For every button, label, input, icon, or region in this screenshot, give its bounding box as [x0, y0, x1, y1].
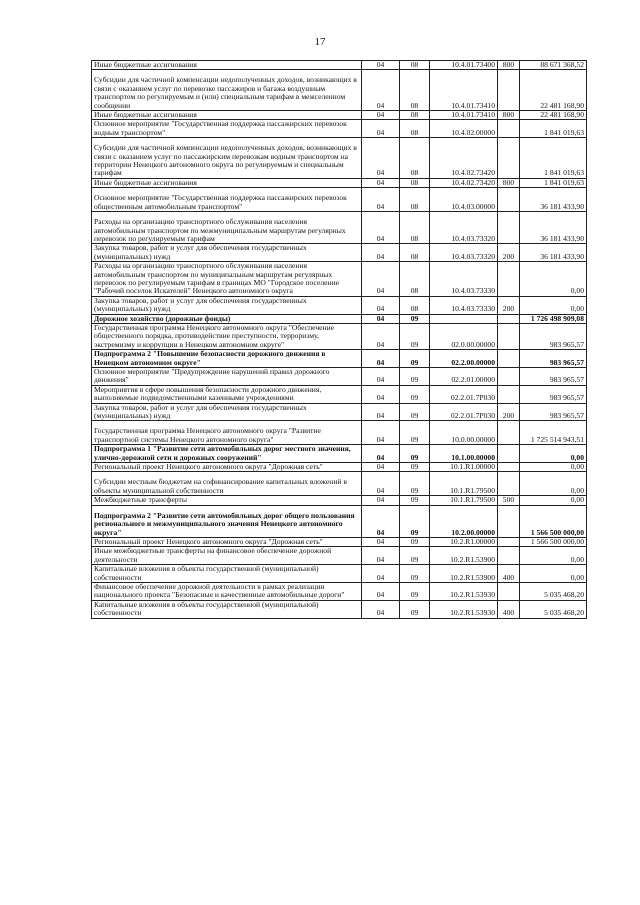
section-cell: 04	[362, 212, 400, 244]
table-row	[92, 61, 587, 70]
row-name-cell: Субсидии для частичной компенсации недополученных доходов, возникающих в связи с оказанием услуг по пассажирским перевозкам водным транспортом на территории Ненецкого автономного округа по регулируемым и специальным тарифам	[92, 138, 362, 179]
subsection-cell: 08	[400, 244, 430, 262]
expense-type-cell: 400	[498, 565, 520, 583]
section-cell: 04	[362, 111, 400, 120]
subsection-cell: 09	[400, 582, 430, 600]
table-row	[92, 582, 587, 600]
target-code-cell: 10.4.01.73410	[430, 111, 498, 120]
amount-cell: 1 726 498 909,08	[520, 314, 587, 323]
expense-type-cell	[498, 212, 520, 244]
table-row	[92, 323, 587, 349]
target-code-cell: 10.1.R1.79500	[430, 496, 498, 505]
row-name-cell: Государственная программа Ненецкого автономного округа "Развитие транспортной системы Ненецкого автономного округа"	[92, 421, 362, 445]
target-code-cell: 10.1.R1.00000	[430, 463, 498, 472]
table-row	[92, 421, 587, 445]
expense-type-cell	[498, 385, 520, 403]
row-name-cell: Иные межбюджетные трансферты на финансовое обеспечение дорожной деятельности	[92, 547, 362, 565]
target-code-cell: 10.2.R1.00000	[430, 537, 498, 546]
expense-type-cell: 800	[498, 178, 520, 187]
subsection-cell: 09	[400, 403, 430, 421]
table-row	[92, 70, 587, 111]
amount-cell: 22 481 168,90	[520, 111, 587, 120]
section-cell: 04	[362, 463, 400, 472]
section-cell: 04	[362, 537, 400, 546]
amount-cell: 983 965,57	[520, 323, 587, 349]
expense-type-cell: 800	[498, 111, 520, 120]
target-code-cell: 10.1.00.00000	[430, 445, 498, 463]
page-number: 17	[314, 36, 326, 48]
table-row	[92, 547, 587, 565]
expense-type-cell: 500	[498, 496, 520, 505]
target-code-cell: 02.0.00.00000	[430, 323, 498, 349]
expense-type-cell: 800	[498, 61, 520, 70]
table-row	[92, 262, 587, 297]
row-name-cell: Дорожное хозяйство (дорожные фонды)	[92, 314, 362, 323]
table-row	[92, 244, 587, 262]
subsection-cell: 08	[400, 61, 430, 70]
row-name-cell: Иные бюджетные ассигнования	[92, 61, 362, 70]
section-cell: 04	[362, 138, 400, 179]
amount-cell: 0,00	[520, 565, 587, 583]
table-row	[92, 120, 587, 138]
target-code-cell: 10.0.00.00000	[430, 421, 498, 445]
target-code-cell: 10.4.03.73330	[430, 262, 498, 297]
target-code-cell: 02.2.00.00000	[430, 350, 498, 368]
amount-cell: 36 181 433,90	[520, 212, 587, 244]
row-name-cell: Субсидии для частичной компенсации недополученных доходов, возникающих в связи с оказанием услуг по перевозке пассажиров и багажа воздушным транспортом по регулируемым и (или) специальным тарифам в межселенном сообщении	[92, 70, 362, 111]
expense-type-cell: 200	[498, 244, 520, 262]
row-name-cell: Региональный проект Ненецкого автономного округа "Дорожная сеть"	[92, 463, 362, 472]
section-cell: 04	[362, 70, 400, 111]
expense-type-cell	[498, 537, 520, 546]
target-code-cell: 10.4.01.73400	[430, 61, 498, 70]
section-cell: 04	[362, 496, 400, 505]
expense-type-cell: 200	[498, 296, 520, 314]
amount-cell: 5 035 468,20	[520, 600, 587, 618]
table-row	[92, 296, 587, 314]
target-code-cell: 10.2.R1.53900	[430, 565, 498, 583]
subsection-cell: 09	[400, 496, 430, 505]
table-row	[92, 138, 587, 179]
expense-type-cell	[498, 421, 520, 445]
subsection-cell: 09	[400, 565, 430, 583]
amount-cell: 983 965,57	[520, 350, 587, 368]
subsection-cell: 08	[400, 111, 430, 120]
table-row	[92, 565, 587, 583]
row-name-cell: Финансовое обеспечение дорожной деятельности в рамках реализации национального проекта "Безопасные и качественные автомобильные дороги"	[92, 582, 362, 600]
row-name-cell: Региональный проект Ненецкого автономного округа "Дорожная сеть"	[92, 537, 362, 546]
row-name-cell: Межбюджетные трансферты	[92, 496, 362, 505]
amount-cell: 1 841 019,63	[520, 178, 587, 187]
subsection-cell: 08	[400, 188, 430, 212]
section-cell: 04	[362, 61, 400, 70]
section-cell: 04	[362, 600, 400, 618]
target-code-cell: 10.2.00.00000	[430, 505, 498, 537]
section-cell: 04	[362, 296, 400, 314]
subsection-cell: 09	[400, 445, 430, 463]
target-code-cell: 10.4.03.73330	[430, 296, 498, 314]
row-name-cell: Закупка товаров, работ и услуг для обеспечения государственных (муниципальных) нужд	[92, 244, 362, 262]
amount-cell: 0,00	[520, 445, 587, 463]
subsection-cell: 08	[400, 262, 430, 297]
target-code-cell: 10.4.02.73420	[430, 138, 498, 179]
target-code-cell: 02.2.01.7Р030	[430, 403, 498, 421]
subsection-cell: 09	[400, 350, 430, 368]
target-code-cell: 02.2.01.7Р030	[430, 385, 498, 403]
amount-cell: 1 566 500 000,00	[520, 537, 587, 546]
subsection-cell: 09	[400, 368, 430, 386]
amount-cell: 36 181 433,90	[520, 244, 587, 262]
section-cell: 04	[362, 565, 400, 583]
expense-type-cell	[498, 445, 520, 463]
section-cell: 04	[362, 314, 400, 323]
row-name-cell: Капитальные вложения в объекты государственной (муниципальной) собственности	[92, 565, 362, 583]
subsection-cell: 09	[400, 323, 430, 349]
row-name-cell: Иные бюджетные ассигнования	[92, 178, 362, 187]
table-row	[92, 472, 587, 496]
subsection-cell: 09	[400, 505, 430, 537]
amount-cell: 1 841 019,63	[520, 138, 587, 179]
section-cell: 04	[362, 323, 400, 349]
target-code-cell: 02.2.01.00000	[430, 368, 498, 386]
table-row	[92, 188, 587, 212]
amount-cell: 5 035 468,20	[520, 582, 587, 600]
table-row	[92, 111, 587, 120]
table-row	[92, 403, 587, 421]
row-name-cell: Расходы на организацию транспортного обслуживания населения автомобильным транспортом по межмуниципальным маршрутам регулярных перевозок по регулируемым тарифам	[92, 212, 362, 244]
subsection-cell: 08	[400, 178, 430, 187]
target-code-cell: 10.4.03.00000	[430, 188, 498, 212]
section-cell: 04	[362, 421, 400, 445]
subsection-cell: 09	[400, 463, 430, 472]
amount-cell: 0,00	[520, 262, 587, 297]
section-cell: 04	[362, 188, 400, 212]
row-name-cell: Подпрограмма 2 "Развитие сети автомобильных дорог общего пользования регионального и межмуниципального значения Ненецкого автономного округа"	[92, 505, 362, 537]
section-cell: 04	[362, 547, 400, 565]
amount-cell: 0,00	[520, 547, 587, 565]
amount-cell: 1 566 500 000,00	[520, 505, 587, 537]
table-row	[92, 212, 587, 244]
section-cell: 04	[362, 178, 400, 187]
expense-type-cell	[498, 138, 520, 179]
target-code-cell: 10.2.R1.53930	[430, 582, 498, 600]
table-row	[92, 445, 587, 463]
table-row	[92, 178, 587, 187]
section-cell: 04	[362, 244, 400, 262]
subsection-cell: 08	[400, 138, 430, 179]
row-name-cell: Подпрограмма 2 "Повышение безопасности дорожного движения в Ненецком автономном округе"	[92, 350, 362, 368]
subsection-cell: 09	[400, 314, 430, 323]
subsection-cell: 09	[400, 421, 430, 445]
amount-cell: 22 481 168,90	[520, 70, 587, 111]
row-name-cell: Подпрограмма 1 "Развитие сети автомобильных дорог местного значения, улично-дорожной сети и дорожных сооружений"	[92, 445, 362, 463]
row-name-cell: Субсидии местным бюджетам на софинансирование капитальных вложений в объекты муниципальной собственности	[92, 472, 362, 496]
table-row	[92, 463, 587, 472]
section-cell: 04	[362, 505, 400, 537]
table-row	[92, 537, 587, 546]
subsection-cell: 08	[400, 120, 430, 138]
expense-type-cell	[498, 505, 520, 537]
target-code-cell: 10.4.03.73320	[430, 212, 498, 244]
expense-type-cell	[498, 70, 520, 111]
expense-type-cell	[498, 120, 520, 138]
expense-type-cell: 400	[498, 600, 520, 618]
amount-cell: 1 841 019,63	[520, 120, 587, 138]
table-row	[92, 385, 587, 403]
row-name-cell: Расходы на организацию транспортного обслуживания населения автомобильным транспортом по муниципальным маршрутам регулярных перевозок по регулируемым тарифам в границах МО "Городское поселение "Рабочий поселок Искателей" Ненецкого автономного округа	[92, 262, 362, 297]
amount-cell: 983 965,57	[520, 403, 587, 421]
target-code-cell: 10.4.02.00000	[430, 120, 498, 138]
amount-cell: 88 671 368,52	[520, 61, 587, 70]
budget-table	[91, 60, 587, 619]
section-cell: 04	[362, 350, 400, 368]
section-cell: 04	[362, 582, 400, 600]
expense-type-cell	[498, 323, 520, 349]
subsection-cell: 08	[400, 296, 430, 314]
row-name-cell: Государственная программа Ненецкого автономного округа "Обеспечение общественного порядка, противодействие преступности, терроризму, экстремизму и коррупции в Ненецком автономном округе"	[92, 323, 362, 349]
subsection-cell: 09	[400, 547, 430, 565]
amount-cell: 0,00	[520, 463, 587, 472]
row-name-cell: Основное мероприятие "Государственная поддержка пассажирских перевозок общественным автомобильным транспортом"	[92, 188, 362, 212]
target-code-cell: 10.4.03.73320	[430, 244, 498, 262]
amount-cell: 983 965,57	[520, 385, 587, 403]
row-name-cell: Мероприятия в сфере повышения безопасности дорожного движения, выполняемые подведомственными казенными учреждениями	[92, 385, 362, 403]
amount-cell: 0,00	[520, 496, 587, 505]
amount-cell: 0,00	[520, 296, 587, 314]
subsection-cell: 08	[400, 212, 430, 244]
target-code-cell: 10.2.R1.53930	[430, 600, 498, 618]
amount-cell: 36 181 433,90	[520, 188, 587, 212]
section-cell: 04	[362, 368, 400, 386]
section-cell: 04	[362, 445, 400, 463]
table-row	[92, 496, 587, 505]
target-code-cell: 10.4.02.73420	[430, 178, 498, 187]
expense-type-cell	[498, 472, 520, 496]
row-name-cell: Закупка товаров, работ и услуг для обеспечения государственных (муниципальных) нужд	[92, 403, 362, 421]
expense-type-cell	[498, 350, 520, 368]
table-row	[92, 600, 587, 618]
row-name-cell: Закупка товаров, работ и услуг для обеспечения государственных (муниципальных) нужд	[92, 296, 362, 314]
target-code-cell: 10.1.R1.79500	[430, 472, 498, 496]
budget-table-body	[92, 61, 587, 619]
expense-type-cell: 200	[498, 403, 520, 421]
row-name-cell: Иные бюджетные ассигнования	[92, 111, 362, 120]
section-cell: 04	[362, 262, 400, 297]
table-row	[92, 368, 587, 386]
subsection-cell: 09	[400, 600, 430, 618]
section-cell: 04	[362, 120, 400, 138]
amount-cell: 1 725 514 943,51	[520, 421, 587, 445]
target-code-cell	[430, 314, 498, 323]
target-code-cell: 10.2.R1.53900	[430, 547, 498, 565]
section-cell: 04	[362, 403, 400, 421]
subsection-cell: 09	[400, 385, 430, 403]
amount-cell: 0,00	[520, 472, 587, 496]
expense-type-cell	[498, 547, 520, 565]
expense-type-cell	[498, 262, 520, 297]
section-cell: 04	[362, 472, 400, 496]
expense-type-cell	[498, 368, 520, 386]
subsection-cell: 08	[400, 70, 430, 111]
expense-type-cell	[498, 463, 520, 472]
table-row	[92, 505, 587, 537]
subsection-cell: 09	[400, 472, 430, 496]
target-code-cell: 10.4.01.73410	[430, 70, 498, 111]
table-row	[92, 350, 587, 368]
row-name-cell: Капитальные вложения в объекты государственной (муниципальной) собственности	[92, 600, 362, 618]
expense-type-cell	[498, 314, 520, 323]
subsection-cell: 09	[400, 537, 430, 546]
amount-cell: 983 965,57	[520, 368, 587, 386]
section-cell: 04	[362, 385, 400, 403]
row-name-cell: Основное мероприятие "Государственная поддержка пассажирских перевозок водным транспортом"	[92, 120, 362, 138]
row-name-cell: Основное мероприятие "Предупреждение нарушений правил дорожного движения"	[92, 368, 362, 386]
table-row	[92, 314, 587, 323]
expense-type-cell	[498, 582, 520, 600]
expense-type-cell	[498, 188, 520, 212]
